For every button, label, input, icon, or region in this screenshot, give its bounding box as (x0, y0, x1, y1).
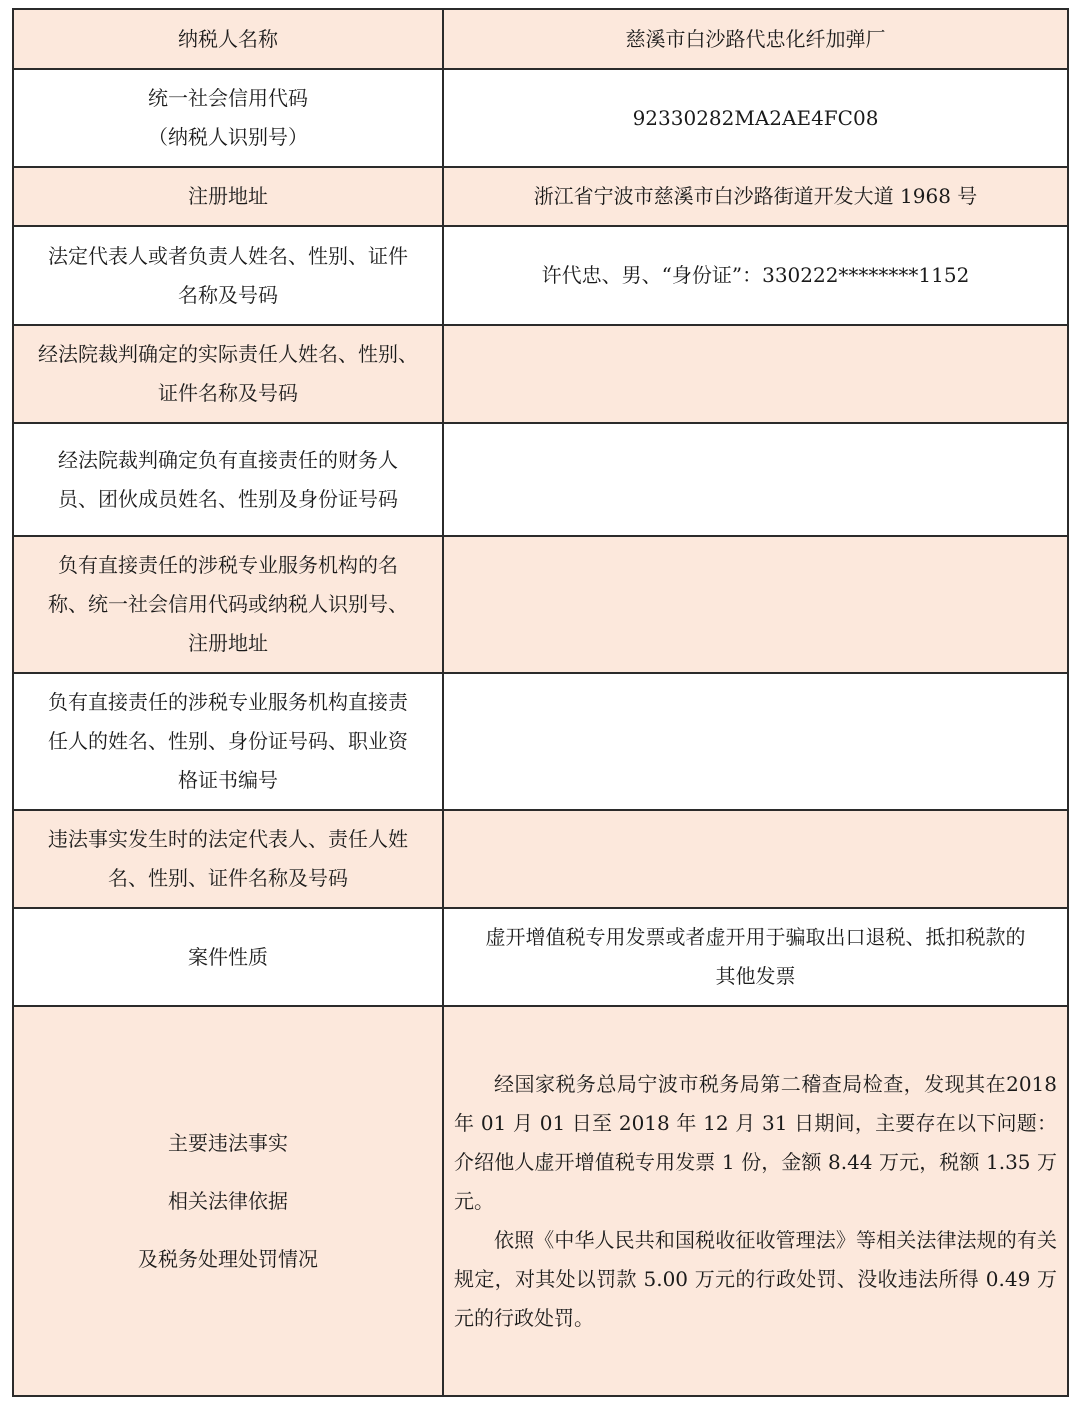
row-registered-address (13, 167, 1068, 226)
value-main-facts (443, 1006, 1068, 1396)
label-taxpayer-name: 纳税人名称 (13, 9, 443, 69)
row-actual-responsible (13, 325, 1068, 423)
row-credit-code (13, 69, 1068, 167)
row-service-agency (13, 536, 1068, 673)
label-case-nature: 案件性质 (13, 908, 443, 1006)
value-service-agency (443, 536, 1068, 673)
value-representative-at-violation (443, 810, 1068, 908)
label-agency-responsible-person: 负有直接责任的涉税专业服务机构直接责 任人的姓名、性别、身份证号码、职业资 格证书编号 (13, 673, 443, 810)
facts-paragraph-penalty: 依照《中华人民共和国税收征收管理法》等相关法律法规的有关规定，对其处以罚款 5.00 万元的行政处罚、没收违法所得 0.49 万元的行政处罚。 (454, 1227, 1057, 1330)
value-agency-responsible-person (443, 673, 1068, 810)
value-case-nature: 虚开增值税专用发票或者虚开用于骗取出口退税、抵扣税款的 其他发票 (443, 908, 1068, 1006)
label-representative-at-violation: 违法事实发生时的法定代表人、责任人姓 名、性别、证件名称及号码 (13, 810, 443, 908)
row-agency-responsible-person (13, 673, 1068, 810)
label-registered-address: 注册地址 (13, 167, 443, 226)
row-taxpayer-name (13, 9, 1068, 69)
value-finance-members (443, 423, 1068, 536)
row-finance-members (13, 423, 1068, 536)
value-taxpayer-name: 慈溪市白沙路代忠化纤加弹厂 (443, 9, 1068, 69)
label-credit-code: 统一社会信用代码 （纳税人识别号） (13, 69, 443, 167)
row-representative-at-violation (13, 810, 1068, 908)
value-registered-address: 浙江省宁波市慈溪市白沙路街道开发大道 1968 号 (443, 167, 1068, 226)
value-credit-code: 92330282MA2AE4FC08 (443, 69, 1068, 167)
row-legal-representative (13, 226, 1068, 325)
taxpayer-info-table (12, 8, 1069, 1397)
label-finance-members: 经法院裁判确定负有直接责任的财务人 员、团伙成员姓名、性别及身份证号码 (13, 423, 443, 536)
row-main-facts (13, 1006, 1068, 1396)
label-actual-responsible: 经法院裁判确定的实际责任人姓名、性别、 证件名称及号码 (13, 325, 443, 423)
row-case-nature (13, 908, 1068, 1006)
value-actual-responsible (443, 325, 1068, 423)
label-service-agency: 负有直接责任的涉税专业服务机构的名 称、统一社会信用代码或纳税人识别号、 注册地址 (13, 536, 443, 673)
label-legal-representative: 法定代表人或者负责人姓名、性别、证件 名称及号码 (13, 226, 443, 325)
value-legal-representative: 许代忠、男、“身份证”：330222********1152 (443, 226, 1068, 325)
facts-paragraph-inspection: 经国家税务总局宁波市税务局第二稽查局检查，发现其在2018 年 01 月 01 日至 2018 年 12 月 31 日期间，主要存在以下问题：介绍他人虚开增值税专用发票 1 份，金额 8.44 万元，税额 1.35 万元。 (454, 1071, 1057, 1213)
label-main-facts: 主要违法事实 相关法律依据 及税务处理处罚情况 (13, 1006, 443, 1396)
